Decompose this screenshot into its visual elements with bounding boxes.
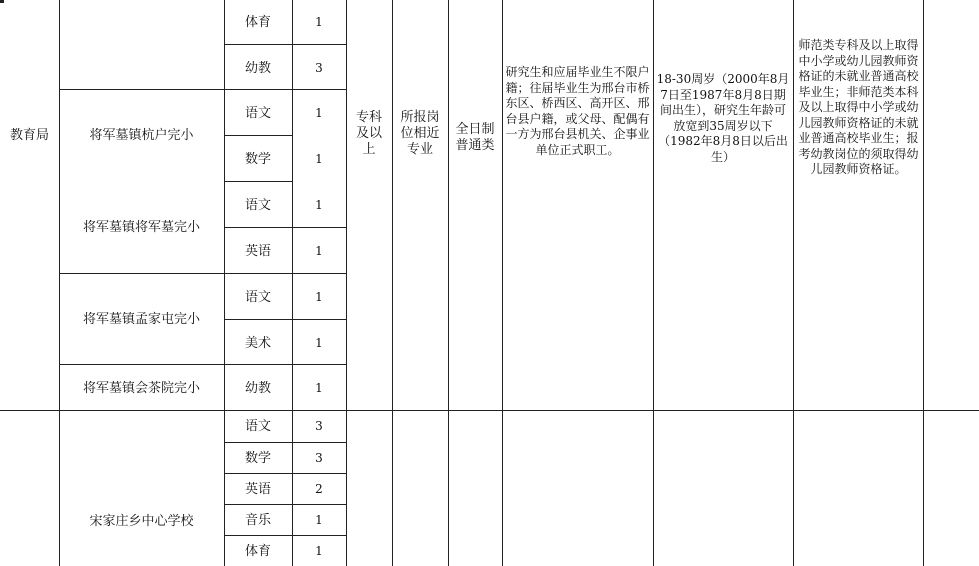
count-cell: 1 bbox=[315, 106, 323, 120]
subject-cell: 语文 bbox=[244, 106, 271, 121]
subject-cell: 体育 bbox=[244, 15, 271, 30]
count-cell: 1 bbox=[315, 198, 323, 212]
count-cell: 1 bbox=[315, 544, 323, 558]
count-cell: 1 bbox=[315, 15, 323, 29]
subject-cell: 美术 bbox=[244, 336, 271, 351]
count-cell: 3 bbox=[315, 61, 323, 75]
row-line bbox=[224, 535, 346, 536]
age-requirement: 18-30周岁（2000年8月7日至1987年8月8日期间出生），研究生年龄可放宽到35周岁以下（1982年8月8日以后出生） bbox=[656, 72, 790, 164]
subject-cell: 数学 bbox=[244, 152, 271, 167]
col-line bbox=[653, 0, 654, 566]
row-line bbox=[59, 89, 346, 90]
count-cell: 1 bbox=[315, 513, 323, 527]
corner-mark bbox=[0, 0, 4, 3]
subject-cell: 体育 bbox=[244, 544, 271, 559]
row-line bbox=[224, 181, 292, 182]
count-cell: 2 bbox=[315, 482, 323, 496]
row-line bbox=[224, 44, 346, 45]
count-cell: 1 bbox=[315, 381, 323, 395]
count-cell: 1 bbox=[315, 290, 323, 304]
school-name: 将军墓镇杭户完小 bbox=[89, 128, 194, 143]
subject-cell: 数学 bbox=[244, 451, 271, 466]
count-cell: 1 bbox=[315, 152, 323, 166]
col-line bbox=[346, 0, 347, 566]
school-name: 将军墓镇将军墓完小 bbox=[82, 220, 200, 235]
hukou-requirement: 研究生和应届毕业生不限户籍；往届毕业生为邢台市桥东区、桥西区、高开区、邢台县户籍，或父母、配偶有一方为邢台县机关、企事业单位正式职工。 bbox=[505, 65, 650, 157]
row-line bbox=[224, 319, 346, 320]
subject-cell: 语文 bbox=[244, 290, 271, 305]
school-name: 将军墓镇孟家屯完小 bbox=[82, 312, 200, 327]
subject-cell: 语文 bbox=[244, 198, 271, 213]
row-line bbox=[224, 442, 346, 443]
col-line bbox=[923, 0, 924, 566]
study-type-requirement: 全日制普通类 bbox=[455, 122, 495, 153]
qualification-requirement: 师范类专科及以上取得中小学或幼儿园教师资格证的未就业普通高校毕业生；非师范类本科及以上取得中小学或幼儿园教师资格证的未就业普通高校毕业生；报考幼教岗位的须取得幼儿园教师资格证。 bbox=[798, 38, 919, 176]
subject-cell: 幼教 bbox=[244, 61, 271, 76]
count-cell: 3 bbox=[315, 451, 323, 465]
subject-cell: 英语 bbox=[244, 482, 271, 497]
section-line bbox=[0, 410, 979, 411]
col-line bbox=[392, 0, 393, 566]
row-line bbox=[59, 273, 346, 274]
col-line bbox=[448, 0, 449, 566]
row-line bbox=[224, 227, 346, 228]
education-requirement: 专科及以上 bbox=[355, 110, 382, 157]
col-line bbox=[59, 0, 60, 566]
col-line bbox=[502, 0, 503, 566]
school-name: 将军墓镇会茶院完小 bbox=[82, 381, 200, 396]
subject-cell: 英语 bbox=[244, 244, 271, 259]
row-line bbox=[224, 135, 292, 136]
count-cell: 1 bbox=[315, 336, 323, 350]
count-cell: 1 bbox=[315, 244, 323, 258]
subject-cell: 幼教 bbox=[244, 381, 271, 396]
department-cell: 教育局 bbox=[9, 128, 49, 143]
count-cell: 3 bbox=[315, 419, 323, 433]
subject-cell: 音乐 bbox=[244, 513, 271, 528]
row-line bbox=[224, 504, 346, 505]
subject-cell: 语文 bbox=[244, 419, 271, 434]
row-line bbox=[224, 473, 346, 474]
row-line bbox=[59, 364, 346, 365]
major-requirement: 所报岗位相近专业 bbox=[400, 110, 440, 157]
col-line bbox=[793, 0, 794, 566]
school-name: 宋家庄乡中心学校 bbox=[89, 514, 194, 529]
